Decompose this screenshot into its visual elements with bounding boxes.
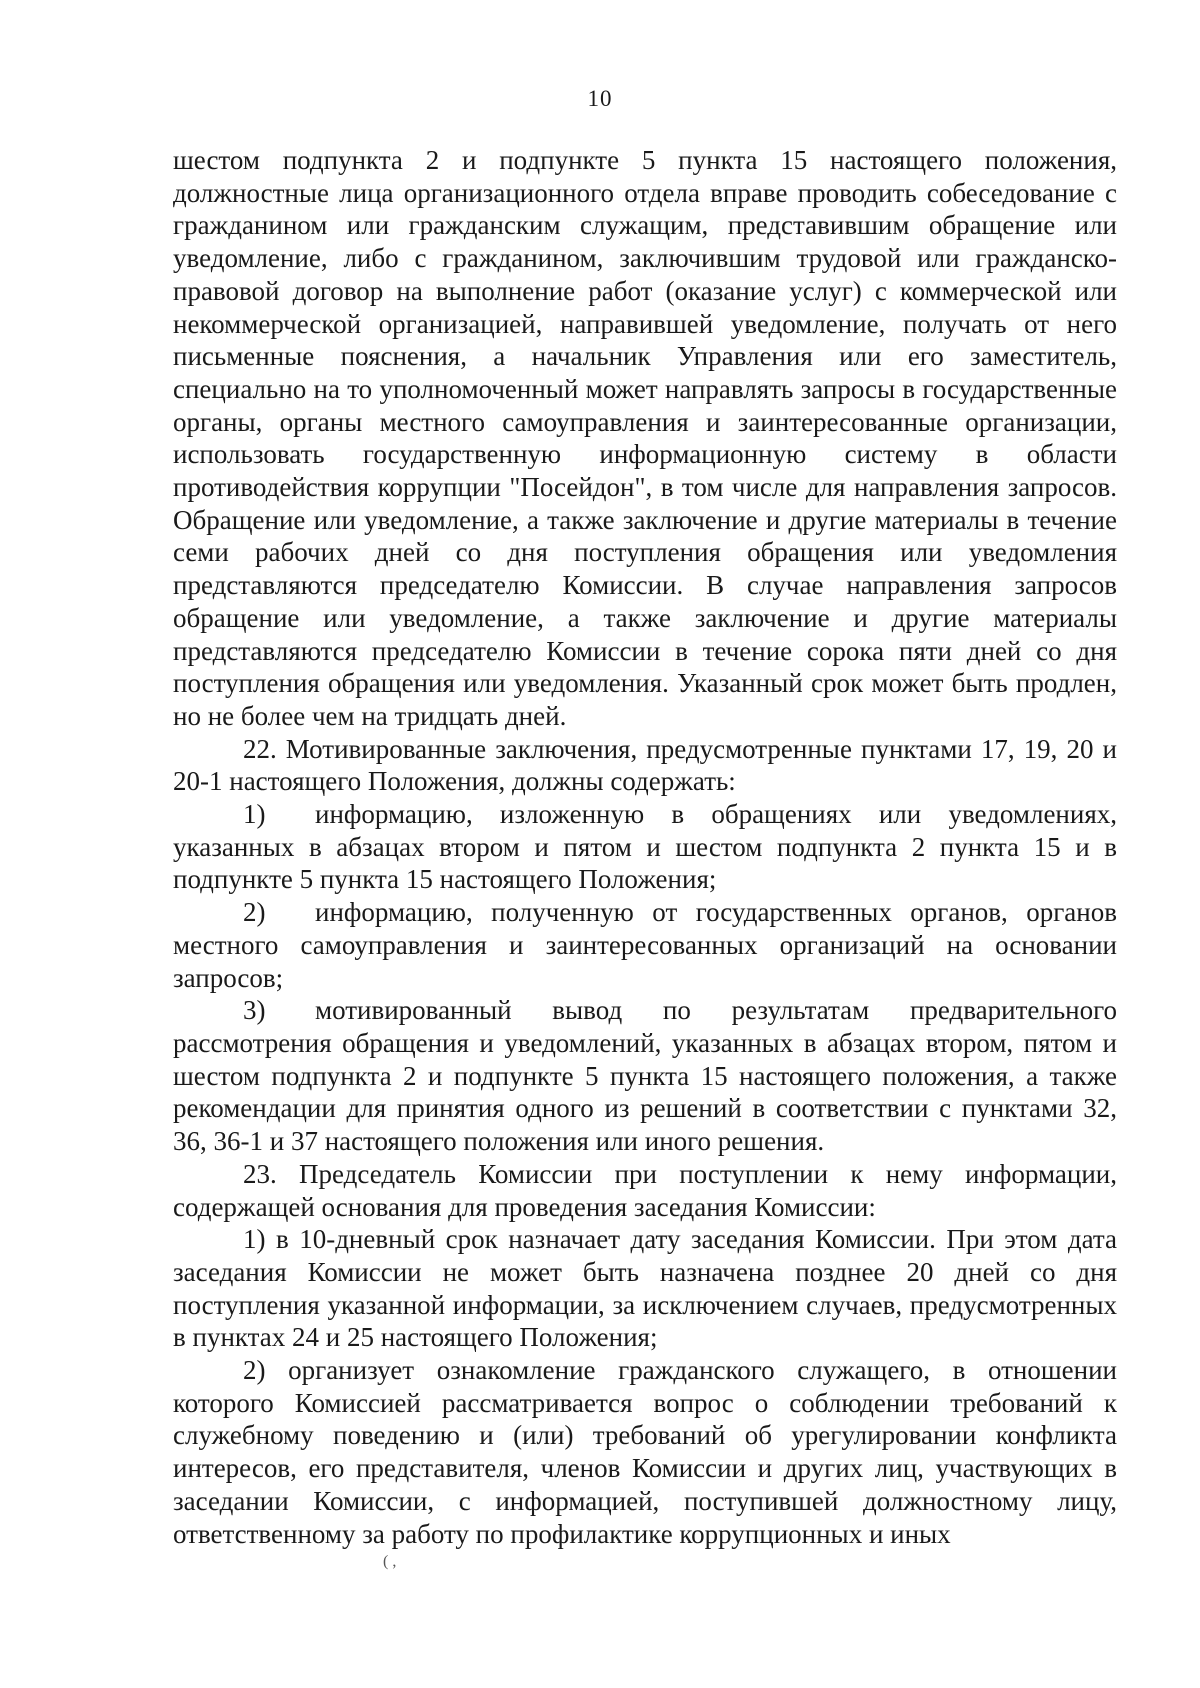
list-item-22-3 <box>173 994 1117 1158</box>
list-item-23-1: 1) в 10-дневный срок назначает дату заседания Комиссии. При этом дата заседания Комиссии не может быть назначена позднее 20 дней со дня поступления указанной информации, за исключением случаев, предусмотренных в пунктах 24 и 25 настоящего Положения; <box>173 1224 1117 1353</box>
paragraph-23: 23. Председатель Комиссии при поступлении к нему информации, содержащей основания для проведения заседания Комиссии: <box>173 1158 1117 1222</box>
scan-artifact-mark: ( , <box>383 1553 397 1570</box>
list-item-22-2 <box>173 896 1117 994</box>
paragraph-22: 22. Мотивированные заключения, предусмотренные пунктами 17, 19, 20 и 20-1 настоящего Положения, должны содержать: <box>173 733 1117 797</box>
document-text <box>173 144 1117 1550</box>
list-item-number: 2) <box>243 897 266 928</box>
list-item-text: информацию, полученную от государственных органов, органов местного самоуправления и заинтересованных организаций на основании запросов; <box>173 897 1117 993</box>
list-item-text: информацию, изложенную в обращениях или уведомлениях, указанных в абзацах втором и пятом и шестом подпункта 2 пункта 15 и в подпункте 5 пункта 15 настоящего Положения; <box>173 799 1117 895</box>
list-item-22-1 <box>173 798 1117 896</box>
list-item-number: 3) <box>243 995 266 1026</box>
list-item-number: 1) <box>243 799 266 830</box>
list-item-text: мотивированный вывод по результатам предварительного рассмотрения обращения и уведомлений, указанных в абзацах втором, пятом и шестом подпункта 2 и подпункте 5 пункта 15 настоящего положения, а также рекомендации для принятия одного из решений в соответствии с пунктами 32, 36, 36-1 и 37 настоящего положения или иного решения. <box>173 995 1117 1157</box>
paragraph-continuation: шестом подпункта 2 и подпункте 5 пункта 15 настоящего положения, должностные лица организационного отдела вправе проводить собеседование с гражданином или гражданским служащим, представившим обращение или уведомление, либо с гражданином, заключившим трудовой или гражданско-правовой договор на выполнение работ (оказание услуг) с коммерческой или некоммерческой организацией, направившей уведомление, получать от него письменные пояснения, а начальник Управления или его заместитель, специально на то уполномоченный может направлять запросы в государственные органы, органы местного самоуправления и заинтересованные организации, использовать государственную информационную систему в области противодействия коррупции "Посейдон", в том числе для направления запросов. Обращение или уведомление, а также заключение и другие материалы в течение семи рабочих дней со дня поступления обращения или уведомления представляются председателю Комиссии. В случае направления запросов обращение или уведомление, а также заключение и другие материалы представляются председателю Комиссии в течение сорока пяти дней со дня поступления обращения или уведомления. Указанный срок может быть продлен, но не более чем на тридцать дней. <box>173 145 1117 731</box>
page-number: 10 <box>587 86 613 111</box>
list-item-23-2: 2) организует ознакомление гражданского служащего, в отношении которого Комиссией рассматривается вопрос о соблюдении требований к служебному поведению и (или) требований об урегулировании конфликта интересов, его представителя, членов Комиссии и других лиц, участвующих в заседании Комиссии, с информацией, поступившей должностному лицу, ответственному за работу по профилактике коррупционных и иных <box>173 1355 1117 1549</box>
